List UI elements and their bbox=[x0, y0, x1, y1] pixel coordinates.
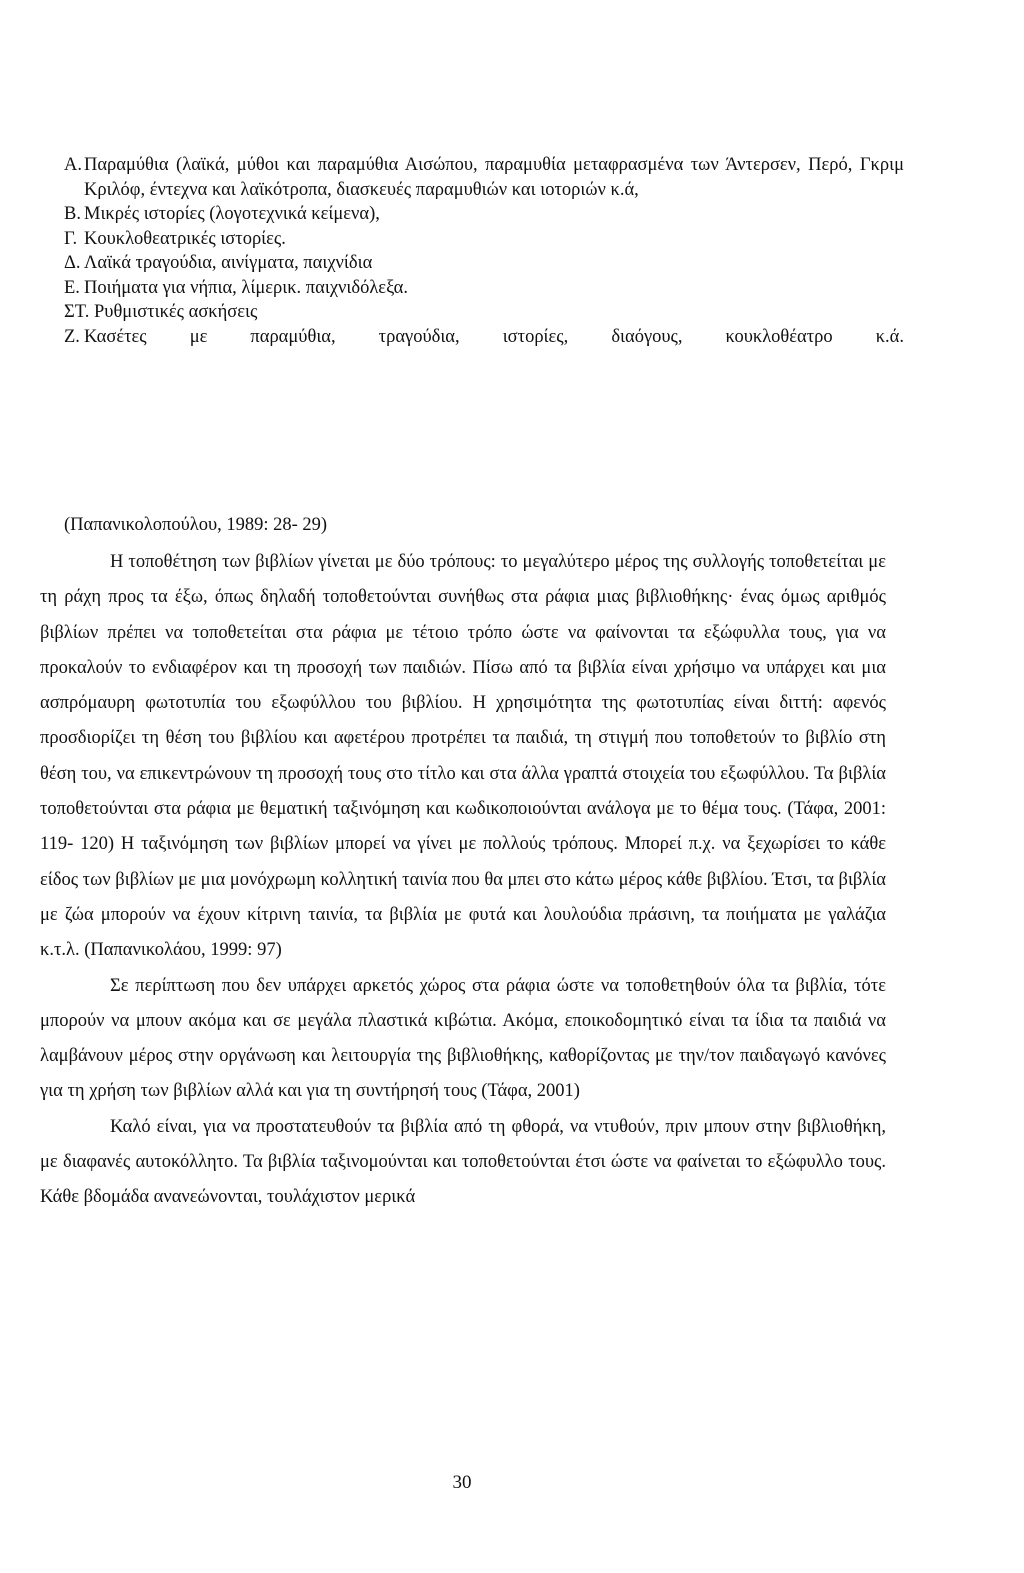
list-marker: Ζ. bbox=[64, 326, 80, 347]
list-word: κ.ά. bbox=[875, 326, 904, 347]
list-item bbox=[64, 325, 904, 350]
list-item bbox=[64, 251, 904, 276]
list-word: παραμύθια, bbox=[250, 326, 336, 347]
list-item-text: Κουκλοθεατρικές ιστορίες. bbox=[84, 228, 286, 249]
list-item bbox=[64, 153, 904, 202]
list-item-text: Μικρές ιστορίες (λογοτεχνικά κείμενα), bbox=[84, 204, 380, 224]
category-list bbox=[64, 153, 904, 349]
list-item-text: Ρυθμιστικές ασκήσεις bbox=[94, 302, 258, 322]
list-marker: Ε. bbox=[64, 277, 80, 298]
paragraph: Η τοποθέτηση των βιβλίων γίνεται με δύο τρόπους: το μεγαλύτερο μέρος της συλλογής τοποθετείται με τη ράχη προς τα έξω, όπως δηλαδή τοποθετούνται συνήθως στα ράφια μιας βιβλιοθήκης· ένας όμως αριθμός βιβλίων πρέπει να τοποθετείται στα ράφια με τέτοιο τρόπο ώστε να φαίνονται τα εξώφυλλα τους, για να προκαλούν το ενδιαφέρον και τη προσοχή των παιδιών. Πίσω από τα βιβλία είναι χρήσιμο να υπάρχει και μια ασπρόμαυρη φωτοτυπία του εξωφύλλου του βιβλίου. Η χρησιμότητα της φωτοτυπίας είναι διττή: αφενός προσδιορίζει τη θέση του βιβλίου και αφετέρου προτρέπει τα παιδιά, τη στιγμή που τοποθετούν το βιβλίο στη θέση του, να επικεντρώνουν τη προσοχή τους στο τίτλο και στα άλλα γραπτά στοιχεία του εξωφύλλου. Τα βιβλία τοποθετούνται στα ράφια με θεματική ταξινόμηση και κωδικοποιούνται ανάλογα με το θέμα τους. (Τάφα, 2001: 119- 120) Η ταξινόμηση των βιβλίων μπορεί να γίνει με πολλούς τρόπους. Μπορεί π.χ. να ξεχωρίσει το κάθε είδος των βιβλίων με μια μονόχρωμη κολλητική ταινία που θα μπει στο κάτω μέρος κάθε βιβλίου. Έτσι, τα βιβλία με ζώα μπορούν να έχουν κίτρινη ταινία, τα βιβλία με φυτά και λουλούδια πράσινη, τα ποιήματα με γαλάζια κ.τ.λ. (Παπανικολάου, 1999: 97) bbox=[40, 552, 886, 961]
list-marker: ΣΤ. bbox=[64, 302, 90, 322]
list-item bbox=[64, 300, 904, 325]
list-word: τραγούδια, bbox=[378, 326, 460, 347]
list-marker: Γ. bbox=[64, 228, 78, 249]
list-item-text: Λαϊκά τραγούδια, αινίγματα, παιχνίδια bbox=[84, 253, 373, 273]
list-word: με bbox=[189, 326, 208, 347]
list-marker: Δ. bbox=[64, 253, 81, 273]
list-item-text bbox=[84, 325, 904, 350]
paragraph: Καλό είναι, για να προστατευθούν τα βιβλία από τη φθορά, να ντυθούν, πριν μπουν στην βιβλιοθήκη, με διαφανές αυτοκόλλητο. Τα βιβλία ταξινομούνται και τοποθετούνται έτσι ώστε να φαίνεται το εξώφυλλο τους. Κάθε βδομάδα ανανεώνονται, τουλάχιστον μερικά bbox=[40, 1116, 886, 1208]
body-text bbox=[40, 545, 886, 1216]
list-item bbox=[64, 227, 904, 252]
list-item bbox=[64, 202, 904, 227]
list-word: ιστορίες, bbox=[502, 326, 569, 347]
list-marker: Α. bbox=[64, 155, 82, 175]
list-word: διαόγους, bbox=[611, 326, 683, 347]
list-word: κουκλοθέατρο bbox=[725, 326, 833, 347]
citation: (Παπανικολοπούλου, 1989: 28- 29) bbox=[64, 515, 328, 535]
list-marker: Β. bbox=[64, 204, 81, 224]
list-item-text: Ποιήματα για νήπια, λίμερικ. παιχνιδόλεξα. bbox=[84, 277, 408, 298]
paragraph: Σε περίπτωση που δεν υπάρχει αρκετός χώρος στα ράφια ώστε να τοποθετηθούν όλα τα βιβλία, τότε μπορούν να μπουν ακόμα και σε μεγάλα πλαστικά κιβώτια. Ακόμα, εποικοδομητικό είναι τα ίδια τα παιδιά να λαμβάνουν μέρος στην οργάνωση και λειτουργία της βιβλιοθήκης, καθορίζοντας με την/τον παιδαγωγό κανόνες για τη χρήση των βιβλίων αλλά και για τη συντήρησή τους (Τάφα, 2001) bbox=[40, 975, 886, 1102]
list-word: Κασέτες bbox=[84, 326, 147, 347]
page-number: 30 bbox=[452, 1472, 472, 1493]
list-item-text: Παραμύθια (λαϊκά, μύθοι και παραμύθια Αισώπου, παραμυθία μεταφρασμένα των Άντερσεν, Περό, Γκριμ Κριλόφ, έντεχνα και λαϊκότροπα, διασκευές παραμυθιών και ιοτοριών κ.ά, bbox=[84, 155, 904, 200]
list-item bbox=[64, 276, 904, 301]
